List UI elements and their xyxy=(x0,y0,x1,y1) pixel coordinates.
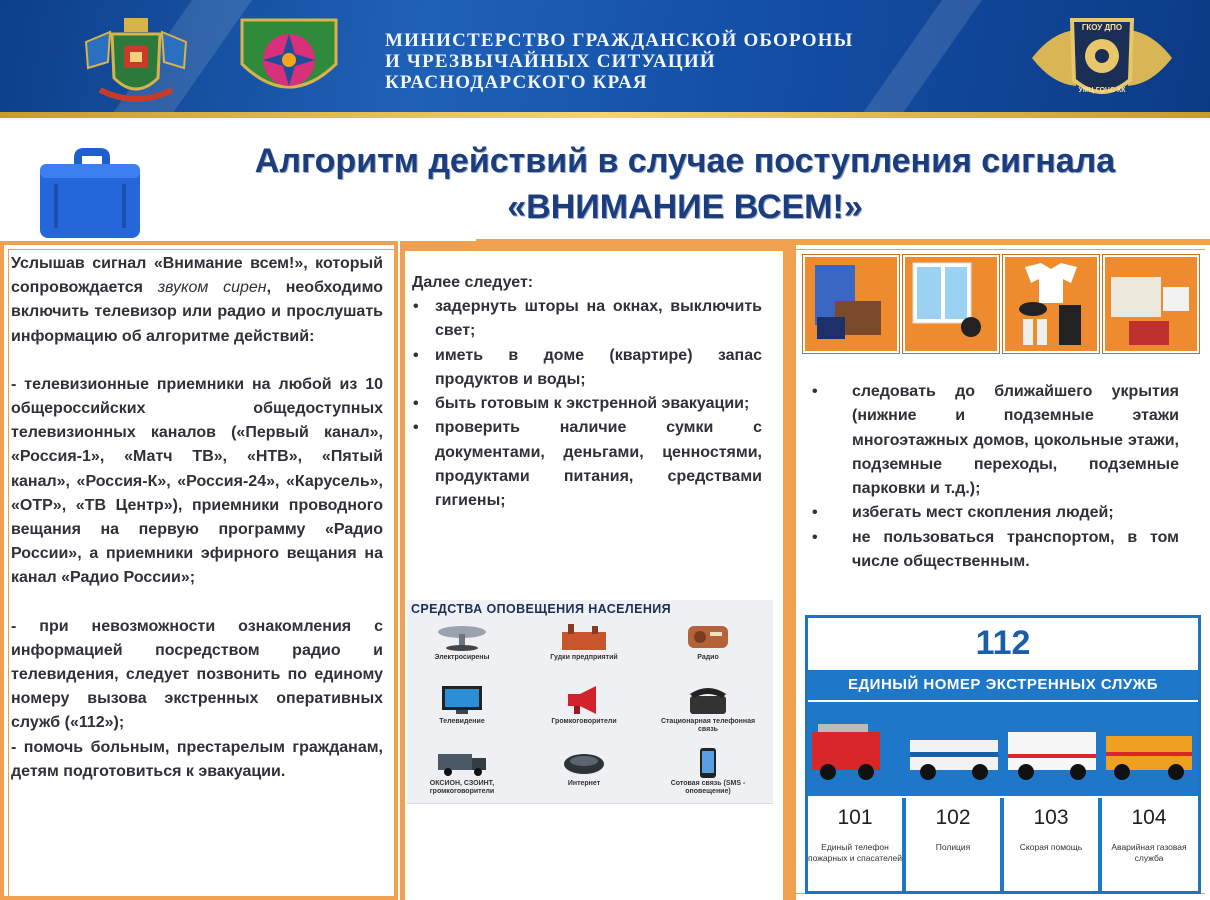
phone-paragraph: - при невозможности ознакомления с информацией посредством радио и телевидения, следует позвонить по единому номеру вызова экстренных оперативных служб («112»); xyxy=(11,617,383,732)
hygiene-kit-icon xyxy=(1105,257,1197,351)
intro-text: Услышав сигнал xyxy=(11,255,154,272)
ministry-title-line: И ЧРЕЗВЫЧАЙНЫХ СИТУАЦИЙ xyxy=(385,51,716,72)
page-title-line: Алгоритм действий в случае поступления сигнала xyxy=(254,142,1116,180)
service-cell xyxy=(808,798,902,891)
notify-item-oksion xyxy=(407,748,517,796)
service-cell xyxy=(906,798,1000,891)
notification-means-panel xyxy=(407,600,773,804)
list-item: • следовать до ближайшего укрытия (нижние и подземные этажи многоэтажных домов, цокольные этажи, подземные переходы, подземные парковки и т.д.); xyxy=(808,380,1179,501)
factory-icon xyxy=(554,622,614,652)
documents-money-icon xyxy=(805,257,897,351)
seal-text: УМЦ ГОЧС КК xyxy=(1078,87,1126,94)
service-caption: Единый телефон пожарных и спасателей xyxy=(808,842,902,863)
service-caption: Полиция xyxy=(935,842,971,852)
training-center-seal-icon xyxy=(1022,10,1182,106)
intro-paragraph xyxy=(11,252,383,349)
list-item: • избегать мест скопления людей; xyxy=(808,501,1179,525)
notify-item-factory-horns xyxy=(529,622,639,662)
emergency-vehicles-icon xyxy=(808,702,1198,796)
header-banner xyxy=(0,0,1210,118)
window-icon xyxy=(905,257,997,351)
list-item: • проверить наличие сумки с документами, деньгами, ценностями, продуктами питания, средствами гигиены; xyxy=(410,416,762,513)
column-middle-list xyxy=(410,295,762,514)
television-icon xyxy=(432,684,492,716)
service-cell xyxy=(1102,798,1196,891)
help-paragraph: - помочь больным, престарелым гражданам, детям подготовиться к эвакуации. xyxy=(11,738,383,780)
service-cell xyxy=(1004,798,1098,891)
page-title-line: «ВНИМАНИЕ ВСЕМ!» xyxy=(507,188,863,226)
service-number: 103 xyxy=(1033,806,1069,829)
intro-text: , необходимо включить телевизор или радио и прослушать информацию об алгоритме действий: xyxy=(11,279,384,345)
preparedness-photos xyxy=(803,255,1203,355)
notify-item-label: Радио xyxy=(697,654,719,661)
fire-truck-icon xyxy=(812,724,880,780)
briefcase-icon xyxy=(34,140,146,244)
column-middle-heading: Далее следует: xyxy=(412,274,534,291)
tv-radio-paragraph: - телевизионные приемники на любой из 10 общероссийских общедоступных телевизионных каналов («Первый канал», «Россия-1», «Матч ТВ», «НТВ», «Пятый канал», «Россия-К», «Россия-24», «Карусель», «ОТР», «ТВ Центр»), приемники проводного вещания на первую программу «Радио России», а приемники эфирного вещания на канал «Радио России»; xyxy=(11,375,383,587)
page-title xyxy=(180,138,1190,230)
truck-icon xyxy=(432,748,492,778)
service-caption: Аварийная газовая служба xyxy=(1111,842,1187,863)
ministry-title xyxy=(385,30,985,93)
banner-border xyxy=(0,112,1210,118)
photo-documents-money xyxy=(803,255,899,353)
loudspeaker-icon xyxy=(554,684,614,716)
notify-item-label: Гудки предприятий xyxy=(550,654,618,661)
police-car-icon xyxy=(910,740,998,780)
notify-item-loudspeakers xyxy=(529,684,639,726)
internet-router-icon xyxy=(554,748,614,778)
telephone-icon xyxy=(678,684,738,716)
intro-text: , который сопровождается xyxy=(11,255,384,297)
siren-icon xyxy=(432,622,492,652)
notify-item-sms xyxy=(653,748,763,796)
service-number: 104 xyxy=(1131,806,1167,829)
spacer xyxy=(11,349,383,373)
mobile-phone-icon xyxy=(678,748,738,778)
notify-item-radio xyxy=(653,622,763,662)
emergency-band: ЕДИНЫЙ НОМЕР ЭКСТРЕННЫХ СЛУЖБ xyxy=(808,670,1198,700)
gas-service-van-icon xyxy=(1106,736,1192,780)
emergency-vehicles xyxy=(808,702,1198,796)
emergency-number-panel xyxy=(805,615,1201,894)
service-number: 102 xyxy=(935,806,971,829)
notify-item-label: Телевидение xyxy=(439,718,485,725)
notification-means-title: СРЕДСТВА ОПОВЕЩЕНИЯ НАСЕЛЕНИЯ xyxy=(411,602,672,616)
notify-item-internet xyxy=(529,748,639,788)
list-item: • задернуть шторы на окнах, выключить свет; xyxy=(410,295,762,344)
seal-text: ГКОУ ДПО xyxy=(1081,23,1123,32)
notify-item-tv xyxy=(407,684,517,726)
list-item: • иметь в доме (квартире) запас продуктов и воды; xyxy=(410,344,762,393)
siren-text: звуком сирен xyxy=(157,279,267,297)
service-number: 101 xyxy=(837,806,873,829)
photo-hygiene-supplies xyxy=(1103,255,1199,353)
notify-item-label: ОКСИОН, СЗОИНТ, громкоговорители xyxy=(429,780,495,795)
notify-item-sirens xyxy=(407,622,517,662)
radio-icon xyxy=(678,622,738,652)
notify-item-label: Стационарная телефонная связь xyxy=(660,718,756,733)
ministry-title-line: КРАСНОДАРСКОГО КРАЯ xyxy=(385,72,648,93)
notify-item-label: Электросирены xyxy=(434,654,490,661)
spacer xyxy=(11,591,383,615)
krasnodar-coat-of-arms-icon xyxy=(80,12,192,106)
ministry-title-line: МИНИСТЕРСТВО ГРАЖДАНСКОЙ ОБОРОНЫ xyxy=(385,30,854,51)
list-item: • быть готовым к экстренной эвакуации; xyxy=(410,392,762,416)
emercom-emblem-icon xyxy=(238,14,340,106)
notify-item-landline xyxy=(653,684,763,734)
clothes-icon xyxy=(1005,257,1097,351)
column-left-text xyxy=(11,252,383,784)
service-numbers xyxy=(808,798,1198,891)
ambulance-icon xyxy=(1008,732,1096,780)
notify-item-label: Сотовая связь (SMS - оповещение) xyxy=(670,780,746,795)
column-right-list xyxy=(808,380,1179,574)
notify-item-label: Интернет xyxy=(567,780,601,787)
service-caption: Скорая помощь xyxy=(1019,842,1083,852)
list-item: • не пользоваться транспортом, в том числе общественным. xyxy=(808,526,1179,575)
photo-window-switch xyxy=(903,255,999,353)
emergency-number: 112 xyxy=(975,624,1031,662)
notify-item-label: Громкоговорители xyxy=(551,718,617,725)
photo-clothes xyxy=(1003,255,1099,353)
signal-name: «Внимание всем!» xyxy=(153,255,304,272)
